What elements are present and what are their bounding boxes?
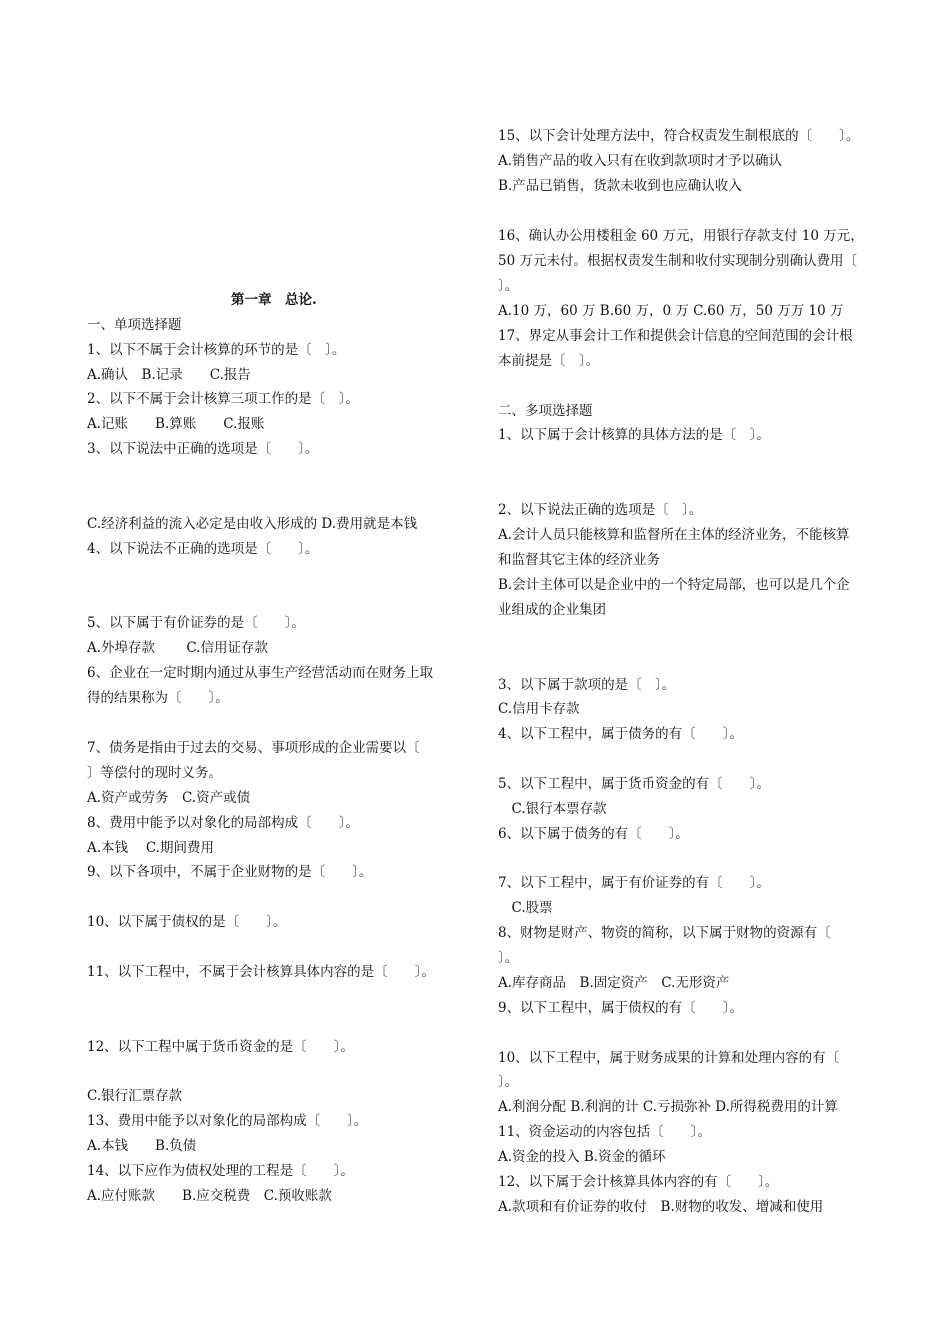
question-12-options: C.银行汇票存款 <box>87 1088 183 1104</box>
multi-question-10-line-2: 〕。 <box>498 1074 519 1090</box>
multi-question-2-option-a-line-1: A.会计人员只能核算和监督所在主体的经济业务，不能核算 <box>498 527 850 543</box>
question-14-options: A.应付账款 B.应交税费 C.预收账款 <box>87 1188 332 1204</box>
multi-question-5: 5、以下工程中，属于货币资金的有〔 〕。 <box>498 776 770 792</box>
question-1: 1、以下不属于会计核算的环节的是〔 〕。 <box>87 342 346 358</box>
question-17-line-1: 17、界定从事会计工作和提供会计信息的空间范围的会计根 <box>498 328 853 344</box>
question-10: 10、以下属于债权的是〔 〕。 <box>87 914 287 930</box>
multi-question-8-line-2: 〕。 <box>498 950 519 966</box>
question-15-option-b: B.产品已销售，货款未收到也应确认收入 <box>498 178 742 194</box>
multi-question-9: 9、以下工程中，属于债权的有〔 〕。 <box>498 1000 743 1016</box>
question-5: 5、以下属于有价证券的是〔 〕。 <box>87 615 305 631</box>
question-13: 13、费用中能予以对象化的局部构成〔 〕。 <box>87 1113 368 1129</box>
question-13-options: A.本钱 B.负债 <box>87 1138 197 1154</box>
multi-question-2-option-b-line-2: 业组成的企业集团 <box>498 602 606 618</box>
question-11: 11、以下工程中，不属于会计核算具体内容的是〔 〕。 <box>87 964 435 980</box>
question-8: 8、费用中能予以对象化的局部构成〔 〕。 <box>87 815 359 831</box>
question-7-options: A.资产或劳务 C.资产或债 <box>87 790 251 806</box>
question-6-line-1: 6、企业在一定时期内通过从事生产经营活动而在财务上取 <box>87 665 434 681</box>
question-3-options: C.经济利益的流入必定是由收入形成的 D.费用就是本钱 <box>87 516 418 532</box>
multi-question-2-option-a-line-2: 和监督其它主体的经济业务 <box>498 552 660 568</box>
question-16-line-2: 50 万元未付。根据权责发生制和收付实现制分别确认费用〔 <box>498 253 857 269</box>
multi-question-1: 1、以下属于会计核算的具体方法的是〔 〕。 <box>498 427 770 443</box>
question-12: 12、以下工程中属于货币资金的是〔 〕。 <box>87 1039 354 1055</box>
question-4: 4、以下说法不正确的选项是〔 〕。 <box>87 541 319 557</box>
question-2-options: A.记账 B.算账 C.报账 <box>87 416 265 432</box>
question-3: 3、以下说法中正确的选项是〔 〕。 <box>87 441 319 457</box>
multi-question-4: 4、以下工程中，属于债务的有〔 〕。 <box>498 726 743 742</box>
question-7-line-2: 〕等偿付的现时义务。 <box>87 765 222 781</box>
multi-question-12-options: A.款项和有价证券的收付 B.财物的收发、增减和使用 <box>498 1199 824 1215</box>
chapter-title: 第一章 总论. <box>231 292 317 308</box>
multi-question-2-option-b-line-1: B.会计主体可以是企业中的一个特定局部，也可以是几个企 <box>498 577 850 593</box>
question-16-line-1: 16、确认办公用楼租金 60 万元，用银行存款支付 10 万元， <box>498 228 864 244</box>
question-5-options: A.外埠存款 C.信用证存款 <box>87 640 268 656</box>
multi-question-11-options: A.资金的投入 B.资金的循环 <box>498 1149 666 1165</box>
multi-question-2: 2、以下说法正确的选项是〔 〕。 <box>498 502 703 518</box>
question-17-line-2: 本前提是〔 〕。 <box>498 353 600 369</box>
multi-question-8-options: A.库存商品 B.固定资产 C.无形资产 <box>498 975 730 991</box>
question-15: 15、以下会计处理方法中，符合权责发生制根底的〔 〕。 <box>498 128 860 144</box>
question-14: 14、以下应作为债权处理的工程是〔 〕。 <box>87 1163 354 1179</box>
question-2: 2、以下不属于会计核算三项工作的是〔 〕。 <box>87 391 359 407</box>
multi-question-11: 11、资金运动的内容包括〔 〕。 <box>498 1124 711 1140</box>
question-16-options: A.10 万，60 万 B.60 万，0 万 C.60 万，50 万万 10 万 <box>498 303 844 319</box>
multi-question-3-options: C.信用卡存款 <box>498 701 580 717</box>
multi-question-12: 12、以下属于会计核算具体内容的有〔 〕。 <box>498 1174 779 1190</box>
question-15-option-a: A.销售产品的收入只有在收到款项时才予以确认 <box>498 153 783 169</box>
section-heading-multiple-choice: 二、多项选择题 <box>498 403 593 419</box>
question-6-line-2: 得的结果称为〔 〕。 <box>87 690 229 706</box>
question-16-line-3: 〕。 <box>498 278 519 294</box>
multi-question-10-options: A.利润分配 B.利润的计 C.亏损弥补 D.所得税费用的计算 <box>498 1099 838 1115</box>
question-1-options: A.确认 B.记录 C.报告 <box>87 367 251 383</box>
multi-question-7-options: C.股票 <box>498 900 553 916</box>
multi-question-7: 7、以下工程中，属于有价证券的有〔 〕。 <box>498 875 770 891</box>
multi-question-6: 6、以下属于债务的有〔 〕。 <box>498 826 689 842</box>
multi-question-3: 3、以下属于款项的是〔 〕。 <box>498 677 676 693</box>
question-9: 9、以下各项中，不属于企业财物的是〔 〕。 <box>87 864 373 880</box>
multi-question-10-line-1: 10、以下工程中，属于财务成果的计算和处理内容的有〔 <box>498 1050 840 1066</box>
question-7-line-1: 7、债务是指由于过去的交易、事项形成的企业需要以〔 <box>87 740 420 756</box>
multi-question-8-line-1: 8、财物是财产、物资的简称，以下属于财物的资源有〔 <box>498 925 831 941</box>
section-heading-single-choice: 一、单项选择题 <box>87 317 182 333</box>
multi-question-5-options: C.银行本票存款 <box>498 801 607 817</box>
question-8-options: A.本钱 C.期间费用 <box>87 840 214 856</box>
